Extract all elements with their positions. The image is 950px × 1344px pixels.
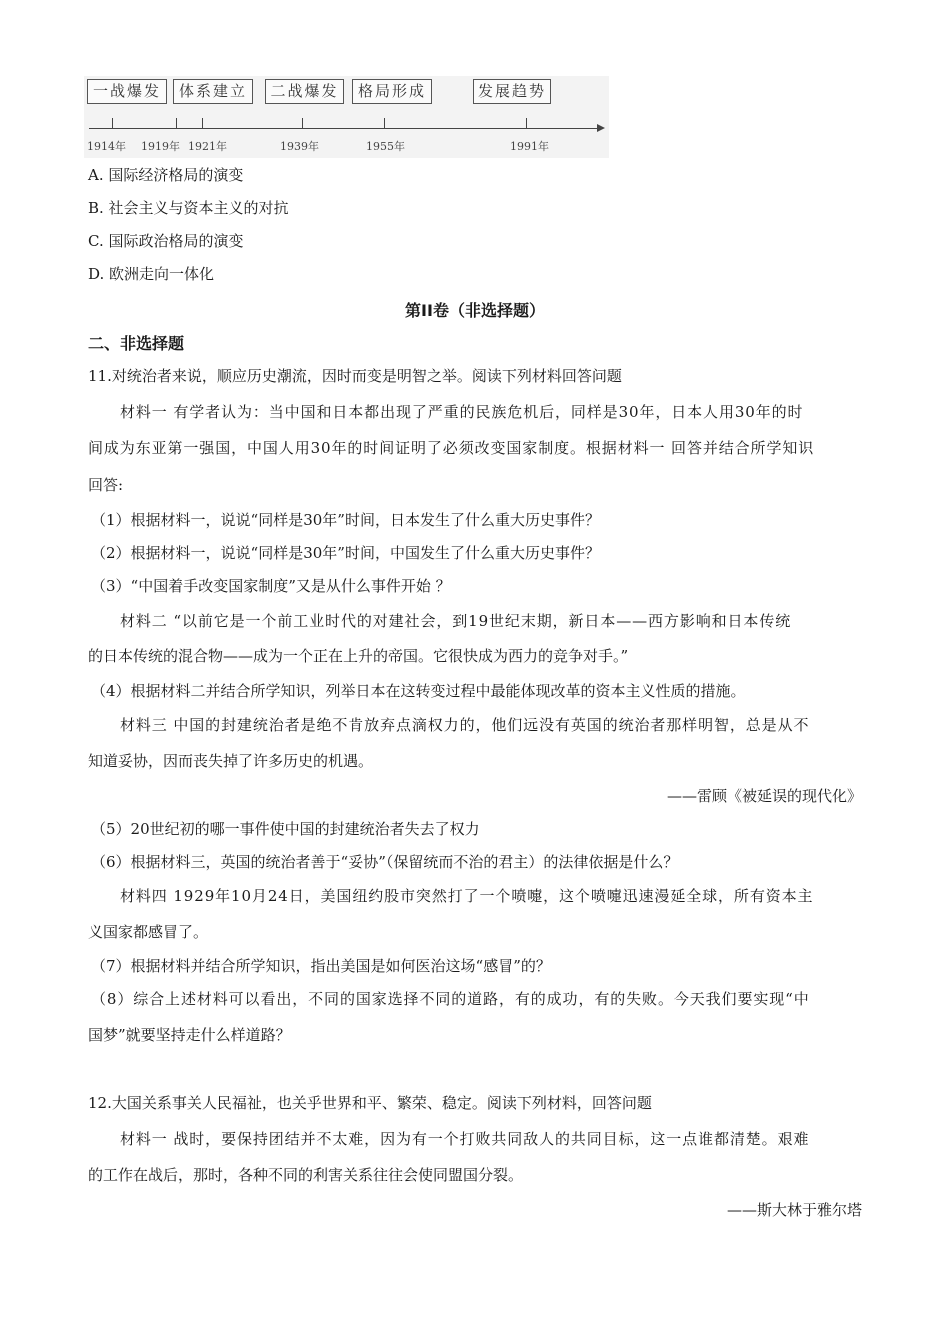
timeline-year: 1919年 (141, 140, 180, 153)
timeline-tick (526, 118, 527, 129)
part-title: 第II卷（非选择题） (405, 301, 545, 320)
timeline-stage: 发展趋势 (473, 79, 551, 104)
material-text: 的日本传统的混合物——成为一个正在上升的帝国。它很快成为西力的竞争对手。” (88, 647, 629, 665)
timeline-tick (302, 118, 303, 129)
sub-question: （2）根据材料一，说说“同样是30年”时间，中国发生了什么重大历史事件？ (91, 544, 600, 562)
sub-question: （4）根据材料二并结合所学知识，列举日本在这转变过程中最能体现改革的资本主义性质的措施。 (91, 682, 746, 700)
sub-question: （3）“中国着手改变国家制度”又是从什么事件开始 ？ (91, 577, 451, 595)
sub-question: （8）综合上述材料可以看出，不同的国家选择不同的道路，有的成功，有的失败。今天我们要实现“中 (91, 990, 810, 1008)
sub-question: 国梦”就要坚持走什么样道路？ (88, 1026, 291, 1044)
timeline-year: 1921年 (188, 140, 227, 153)
question-12-stem: 12.大国关系事关人民福祉，也关乎世界和平、繁荣、稳定。阅读下列材料，回答问题 (88, 1094, 652, 1112)
timeline-figure (84, 76, 609, 158)
timeline-tick (202, 118, 203, 129)
material-text: 材料四 1929年10月24日，美国纽约股市突然打了一个喷嚏，这个喷嚏迅速漫延全球，所有资本主 (120, 887, 814, 905)
timeline-year: 1991年 (510, 140, 549, 153)
timeline-tick (384, 118, 385, 129)
timeline-stage: 体系建立 (173, 79, 253, 104)
timeline-tick (112, 118, 113, 129)
material-text: 的工作在战后，那时，各种不同的利害关系往往会使同盟国分裂。 (88, 1166, 524, 1184)
option-c: C. 国际政治格局的演变 (88, 232, 244, 250)
timeline-stage: 一战爆发 (87, 79, 167, 104)
material-text: 知道妥协，因而丧失掉了许多历史的机遇。 (88, 752, 374, 770)
timeline-tick (176, 118, 177, 129)
option-a: A. 国际经济格局的演变 (88, 166, 244, 184)
sub-question: （6）根据材料三，英国的统治者善于“妥协”（保留统而不治的君主）的法律依据是什么？ (91, 853, 679, 871)
timeline-stage: 二战爆发 (265, 79, 344, 104)
material-text: 回答: (88, 476, 124, 494)
material-text: 间成为东亚第一强国，中国人用30年的时间证明了必须改变国家制度。根据材料一 回答并结合所学知识 (88, 439, 815, 457)
timeline-axis (89, 128, 599, 129)
option-d: D. 欧洲走向一体化 (88, 265, 215, 283)
question-11-stem: 11.对统治者来说，顺应历史潮流，因时而变是明智之举。阅读下列材料回答问题 (88, 367, 622, 385)
timeline-arrow (597, 124, 605, 132)
timeline-year: 1955年 (366, 140, 405, 153)
timeline-year: 1939年 (280, 140, 319, 153)
section-title: 二、非选择题 (88, 334, 185, 353)
sub-question: （5）20世纪初的哪一事件使中国的封建统治者失去了权力 (91, 820, 480, 838)
material-text: 义国家都感冒了。 (88, 923, 209, 941)
option-b: B. 社会主义与资本主义的对抗 (88, 199, 289, 217)
material-text: 材料二 “以前它是一个前工业时代的对建社会，到19世纪末期，新日本——西方影响和日本传统 (120, 612, 792, 630)
material-source: ——雷顾《被延误的现代化》 (666, 787, 862, 805)
material-text: 材料一 战时，要保持团结并不太难，因为有一个打败共同敌人的共同目标，这一点谁都清楚。艰难 (120, 1130, 810, 1148)
timeline-year: 1914年 (87, 140, 126, 153)
timeline-stage: 格局形成 (352, 79, 432, 104)
sub-question: （1）根据材料一，说说“同样是30年”时间，日本发生了什么重大历史事件？ (91, 511, 600, 529)
sub-question: （7）根据材料并结合所学知识，指出美国是如何医治这场“感冒”的？ (91, 957, 551, 975)
material-text: 材料三 中国的封建统治者是绝不肯放弃点滴权力的，他们远没有英国的统治者那样明智，总是从不 (120, 716, 810, 734)
material-source: ——斯大林于雅尔塔 (726, 1201, 862, 1219)
material-text: 材料一 有学者认为：当中国和日本都出现了严重的民族危机后，同样是30年，日本人用30年的时 (120, 403, 804, 421)
